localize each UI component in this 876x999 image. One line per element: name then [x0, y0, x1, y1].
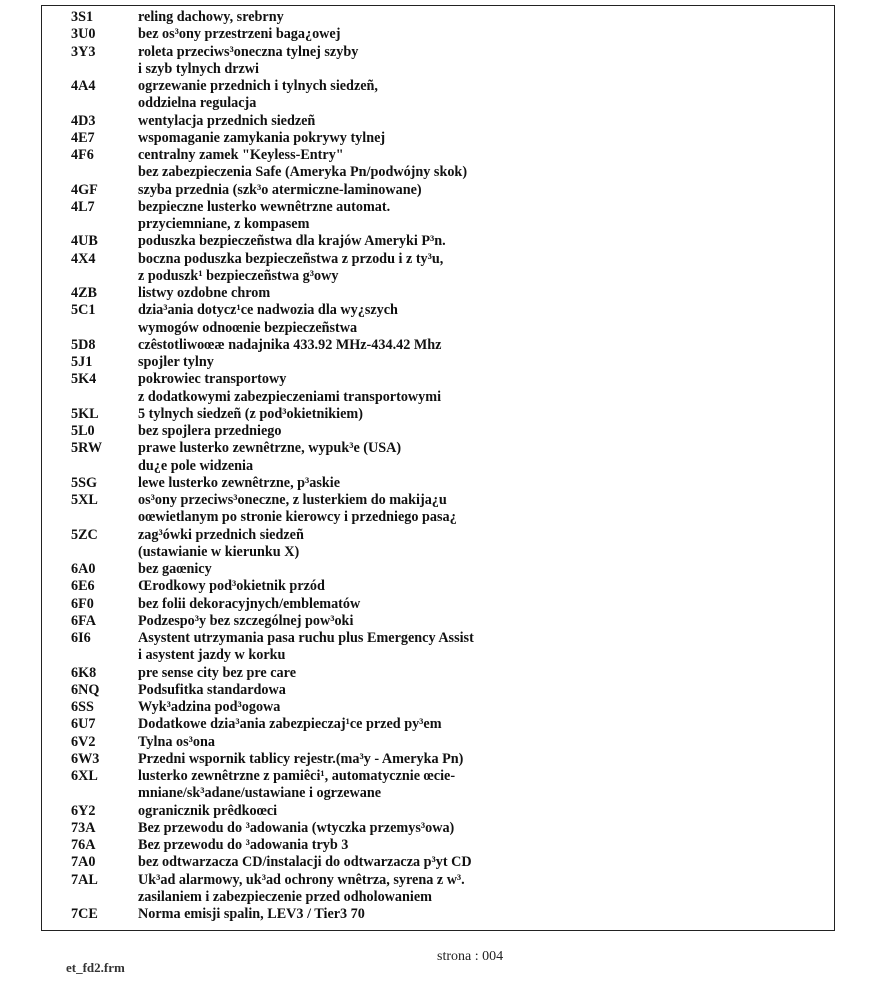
description-line: os³ony przeciws³oneczne, z lusterkiem do makija¿u — [138, 492, 447, 508]
description-line: i asystent jazdy w korku — [138, 647, 286, 664]
equipment-code: 5L0 — [71, 423, 95, 439]
equipment-code: 5XL — [71, 492, 98, 508]
equipment-code: 5SG — [71, 474, 98, 491]
equipment-code: 7CE — [71, 906, 98, 922]
equipment-item — [71, 837, 821, 854]
equipment-item — [71, 630, 821, 665]
equipment-code: 7A0 — [71, 854, 96, 871]
equipment-item — [71, 233, 821, 250]
equipment-item — [71, 596, 821, 613]
description-line: Wyk³adzina pod³ogowa — [138, 699, 281, 715]
description-line: ogranicznik prêdkoœci — [138, 802, 278, 819]
equipment-item — [71, 440, 821, 475]
description-line: mniane/sk³adane/ustawiane i ogrzewane — [138, 785, 382, 802]
equipment-description — [138, 233, 821, 250]
equipment-description — [138, 578, 821, 595]
description-line: szyba przednia (szk³o atermiczne-laminowane) — [138, 181, 422, 198]
equipment-description — [138, 337, 821, 354]
equipment-description — [138, 44, 821, 79]
equipment-description — [138, 613, 821, 630]
description-line: poduszka bezpieczeñstwa dla krajów Ameryki P³n. — [138, 233, 446, 250]
equipment-item — [71, 699, 821, 716]
equipment-description — [138, 440, 821, 475]
equipment-item — [71, 682, 821, 699]
equipment-description — [138, 665, 821, 682]
equipment-code: 5C1 — [71, 302, 96, 319]
equipment-description — [138, 113, 821, 130]
description-line: pokrowiec transportowy — [138, 371, 287, 388]
description-line: Uk³ad alarmowy, uk³ad ochrony wnêtrza, syrena z w³. — [138, 871, 465, 888]
equipment-description — [138, 906, 821, 923]
description-line: Asystent utrzymania pasa ruchu plus Emergency Assist — [138, 630, 474, 646]
description-line: oddzielna regulacja — [138, 95, 257, 112]
equipment-item — [71, 337, 821, 354]
equipment-code: 6SS — [71, 699, 94, 715]
equipment-description — [138, 475, 821, 492]
equipment-description — [138, 768, 821, 803]
description-line: spojler tylny — [138, 354, 214, 370]
equipment-item — [71, 527, 821, 562]
equipment-description — [138, 371, 821, 406]
equipment-description — [138, 423, 821, 440]
equipment-description — [138, 854, 821, 871]
equipment-item — [71, 182, 821, 199]
equipment-item — [71, 475, 821, 492]
equipment-item — [71, 578, 821, 595]
equipment-code: 5RW — [71, 440, 103, 457]
equipment-description — [138, 78, 821, 113]
description-line: 5 tylnych siedzeñ (z pod³okietnikiem) — [138, 405, 363, 422]
equipment-description — [138, 199, 821, 234]
equipment-item — [71, 354, 821, 371]
equipment-description — [138, 734, 821, 751]
file-name: et_fd2.frm — [66, 960, 125, 975]
equipment-code: 3U0 — [71, 26, 96, 43]
equipment-item — [71, 199, 821, 234]
description-line: przyciemniane, z kompasem — [138, 216, 310, 232]
description-line: lewe lusterko zewnêtrzne, p³askie — [138, 474, 341, 491]
description-line: wymogów odnoœnie bezpieczeñstwa — [138, 319, 358, 336]
equipment-description — [138, 837, 821, 854]
equipment-code: 5K4 — [71, 371, 97, 388]
description-line: prawe lusterko zewnêtrzne, wypuk³e (USA) — [138, 440, 402, 457]
equipment-item — [71, 751, 821, 768]
description-line: Œrodkowy pod³okietnik przód — [138, 578, 325, 595]
description-line: Norma emisji spalin, LEV3 / Tier3 70 — [138, 906, 365, 922]
equipment-code: 4X4 — [71, 250, 96, 267]
equipment-item — [71, 854, 821, 871]
equipment-description — [138, 492, 821, 527]
equipment-description — [138, 354, 821, 371]
description-line: bez odtwarzacza CD/instalacji do odtwarzacza p³yt CD — [138, 854, 472, 871]
equipment-code: 3S1 — [71, 9, 94, 25]
equipment-code: 73A — [71, 819, 96, 836]
equipment-code: 6E6 — [71, 578, 95, 595]
equipment-code: 5J1 — [71, 354, 93, 370]
equipment-code: 6XL — [71, 768, 98, 784]
equipment-code: 6Y2 — [71, 802, 96, 819]
equipment-code: 6FA — [71, 612, 96, 629]
equipment-description — [138, 682, 821, 699]
description-line: i szyb tylnych drzwi — [138, 60, 259, 77]
equipment-code: 6I6 — [71, 630, 91, 646]
equipment-item — [71, 803, 821, 820]
equipment-description — [138, 147, 821, 182]
description-line: z dodatkowymi zabezpieczeniami transportowymi — [138, 388, 442, 405]
equipment-code: 5ZC — [71, 526, 98, 543]
equipment-code: 6NQ — [71, 681, 100, 698]
equipment-code: 5KL — [71, 405, 99, 422]
description-line: oœwietlanym po stronie kierowcy i przedniego pasa¿ — [138, 509, 457, 526]
description-line: wentylacja przednich siedzeñ — [138, 112, 316, 129]
equipment-description — [138, 130, 821, 147]
description-line: (ustawianie w kierunku X) — [138, 543, 300, 560]
equipment-code: 4GF — [71, 181, 98, 198]
equipment-description — [138, 302, 821, 337]
equipment-item — [71, 78, 821, 113]
equipment-code: 4ZB — [71, 285, 98, 301]
equipment-description — [138, 285, 821, 302]
equipment-description — [138, 527, 821, 562]
description-line: bez os³ony przestrzeni baga¿owej — [138, 26, 341, 43]
equipment-code: 5D8 — [71, 336, 96, 353]
description-line: z poduszk¹ bezpieczeñstwa g³owy — [138, 267, 339, 284]
description-line: wspomaganie zamykania pokrywy tylnej — [138, 129, 386, 146]
equipment-description — [138, 630, 821, 665]
description-line: zasilaniem i zabezpieczenie przed odholowaniem — [138, 888, 432, 905]
equipment-item — [71, 147, 821, 182]
description-line: Dodatkowe dzia³ania zabezpieczaj¹ce przed py³em — [138, 716, 442, 733]
equipment-description — [138, 406, 821, 423]
equipment-item — [71, 768, 821, 803]
equipment-item — [71, 716, 821, 733]
equipment-code: 4L7 — [71, 198, 95, 215]
equipment-item — [71, 492, 821, 527]
page-number: strona : 004 — [437, 949, 504, 964]
equipment-description — [138, 9, 821, 26]
equipment-item — [71, 302, 821, 337]
equipment-item — [71, 26, 821, 43]
equipment-item — [71, 130, 821, 147]
equipment-code: 4E7 — [71, 129, 95, 146]
description-line: reling dachowy, srebrny — [138, 9, 284, 25]
equipment-code: 3Y3 — [71, 43, 96, 60]
equipment-description — [138, 561, 821, 578]
description-line: bez spojlera przedniego — [138, 423, 282, 439]
equipment-code: 6K8 — [71, 664, 97, 681]
description-line: Podzespo³y bez szczególnej pow³oki — [138, 612, 354, 629]
equipment-description — [138, 251, 821, 286]
description-line: Bez przewodu do ³adowania tryb 3 — [138, 837, 349, 853]
description-line: boczna poduszka bezpieczeñstwa z przodu i z ty³u, — [138, 250, 444, 267]
description-line: dzia³ania dotycz¹ce nadwozia dla wy¿szych — [138, 302, 398, 319]
equipment-item — [71, 9, 821, 26]
equipment-item — [71, 371, 821, 406]
description-line: Tylna os³ona — [138, 733, 215, 750]
equipment-item — [71, 423, 821, 440]
equipment-description — [138, 182, 821, 199]
description-line: Podsufitka standardowa — [138, 681, 286, 698]
equipment-description — [138, 872, 821, 907]
equipment-item — [71, 561, 821, 578]
equipment-description — [138, 26, 821, 43]
equipment-code: 6A0 — [71, 561, 96, 577]
description-line: zag³ówki przednich siedzeñ — [138, 526, 304, 543]
equipment-description — [138, 699, 821, 716]
description-line: ogrzewanie przednich i tylnych siedzeñ, — [138, 78, 378, 94]
equipment-code: 6V2 — [71, 733, 96, 750]
equipment-description — [138, 820, 821, 837]
description-line: bezpieczne lusterko wewnêtrzne automat. — [138, 198, 391, 215]
description-line: bez zabezpieczenia Safe (Ameryka Pn/podwójny skok) — [138, 164, 468, 181]
equipment-description — [138, 716, 821, 733]
equipment-item — [71, 613, 821, 630]
equipment-item — [71, 113, 821, 130]
description-line: czêstotliwoœæ nadajnika 433.92 MHz-434.42 Mhz — [138, 336, 442, 353]
equipment-code: 4F6 — [71, 147, 94, 163]
equipment-item — [71, 251, 821, 286]
equipment-code: 4D3 — [71, 112, 96, 129]
equipment-item — [71, 906, 821, 923]
description-line: Bez przewodu do ³adowania (wtyczka przemys³owa) — [138, 819, 455, 836]
description-line: centralny zamek "Keyless-Entry" — [138, 147, 344, 163]
description-line: bez folii dekoracyjnych/emblematów — [138, 595, 361, 612]
equipment-description — [138, 751, 821, 768]
description-line: lusterko zewnêtrzne z pamiêci¹, automatycznie œcie- — [138, 768, 456, 784]
equipment-code: 4A4 — [71, 78, 96, 94]
equipment-list — [71, 9, 821, 923]
description-line: bez gaœnicy — [138, 561, 212, 577]
equipment-description — [138, 803, 821, 820]
equipment-description — [138, 596, 821, 613]
description-line: listwy ozdobne chrom — [138, 285, 271, 301]
description-line: pre sense city bez pre care — [138, 664, 296, 681]
equipment-code: 76A — [71, 837, 96, 853]
description-line: du¿e pole widzenia — [138, 457, 254, 474]
equipment-code: 6W3 — [71, 750, 100, 767]
equipment-code: 6F0 — [71, 595, 94, 612]
equipment-item — [71, 406, 821, 423]
description-line: Przedni wspornik tablicy rejestr.(ma³y - Ameryka Pn) — [138, 750, 464, 767]
equipment-item — [71, 872, 821, 907]
description-line: roleta przeciws³oneczna tylnej szyby — [138, 43, 359, 60]
equipment-code: 7AL — [71, 871, 98, 888]
equipment-code: 6U7 — [71, 716, 96, 733]
equipment-item — [71, 665, 821, 682]
equipment-code: 4UB — [71, 233, 98, 250]
equipment-item — [71, 285, 821, 302]
equipment-item — [71, 734, 821, 751]
equipment-item — [71, 44, 821, 79]
equipment-item — [71, 820, 821, 837]
